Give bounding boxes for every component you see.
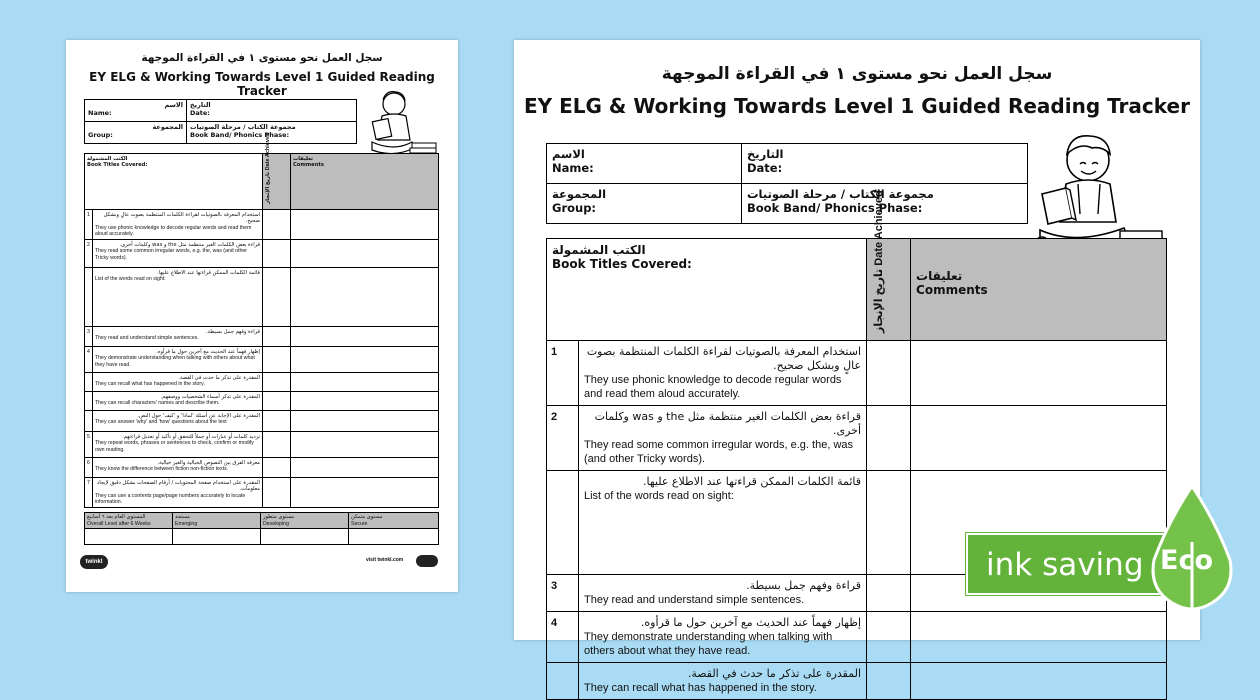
table-row: 2 قراءة بعض الكلمات الغير منتظمة مثل the و was وكلمات أخرى. They read some common irregular words, e.g. the, was (and other Tricky words). xyxy=(547,406,1167,471)
table-row: 1 استخدام المعرفة بالصوتيات لقراءة الكلمات المنتظمة بصوت عالٍ وبشكل صحيح. They use phonic knowledge to decode regular words and read them aloud accurately. xyxy=(85,210,439,240)
comments-header: تعليقات Comments xyxy=(291,154,439,210)
table-row: قائمة الكلمات الممكن قراءتها عند الاطلاع عليها. List of the words read on sight: xyxy=(85,268,439,327)
date-cell: التاريخ Date: xyxy=(742,144,1028,184)
books-table xyxy=(84,132,439,508)
books-header-cell: الكتب المشمولة Book Titles Covered: xyxy=(547,239,867,341)
table-row: 5 ترديد كلمات أو عبارات أو جملاً للتحقق أو تأكيد أو تعديل قراءتهم. They repeat words, phrases or sentences to check, confirm or modify own reading. xyxy=(85,432,439,458)
level-cell: مستجد Emerging xyxy=(173,513,261,529)
date-achieved-header: تاريخ الإنجاز Date Achieved xyxy=(867,239,911,341)
table-row: 1 استخدام المعرفة بالصوتيات لقراءة الكلمات المنتظمة بصوت عالٍ وبشكل صحيح. They use phonic knowledge to decode regular words and read them aloud accurately. xyxy=(547,341,1167,406)
books-header-cell: الكتب المشمولة Book Titles Covered: xyxy=(85,154,263,210)
table-row: 7 المقدرة على استخدام صفحة المحتويات / أرقام الصفحات بشكل دقيق لإيجاد معلومات. They can use a contents page/page numbers accurately to locate information. xyxy=(85,478,439,508)
ink-saving-label: ink saving xyxy=(986,547,1144,583)
group-cell: المجموعة Group: xyxy=(85,122,187,144)
date-cell: التاريخ Date: xyxy=(187,100,357,122)
table-row: قائمة الكلمات الممكن قراءتها عند الاطلاع عليها. List of the words read on sight: xyxy=(547,471,1167,575)
level-cell: المستوى العام بعد ٦ أسابيع Overall Level after 6 Weeks xyxy=(85,513,173,529)
table-row: المقدرة على تذكر أسماء الشخصيات ووصفهم. They can recall characters' names and describe them. xyxy=(85,392,439,411)
book-band-cell: مجموعة الكتاب / مرحلة الصوتيات Book Band/ Phonics Phase: xyxy=(742,184,1028,224)
student-info-table xyxy=(546,143,1028,224)
name-cell: الاسم Name: xyxy=(547,144,742,184)
name-cell: الاسم Name: xyxy=(85,100,187,122)
table-row: 3 قراءة وفهم جمل بسيطة. They read and understand simple sentences. xyxy=(85,327,439,347)
student-info-table xyxy=(84,99,357,144)
table-row: 3 قراءة وفهم جمل بسيطة. They read and understand simple sentences. xyxy=(547,575,1167,612)
title-english: EY ELG & Working Towards Level 1 Guided Reading Tracker xyxy=(524,94,1190,118)
footer-badge-icon xyxy=(416,555,438,567)
eco-label: Eco xyxy=(1160,545,1213,576)
table-row: 4 إظهار فهماً عند الحديث مع آخرين حول ما قرأوه. They demonstrate understanding when talking with others about what they have read. xyxy=(85,347,439,373)
title-english: EY ELG & Working Towards Level 1 Guided Reading Tracker xyxy=(89,70,435,98)
overall-level-table xyxy=(84,512,439,545)
footer-url: visit twinkl.com xyxy=(366,557,404,563)
table-row: 2 قراءة بعض الكلمات الغير منتظمة مثل the و was وكلمات أخرى. They read some common irregular words, e.g. the, was (and other Tricky words). xyxy=(85,240,439,268)
table-row: 6 معرفة الفرق بين النصوص الخيالية والغير خيالية. They know the difference between fiction non-fiction texts. xyxy=(85,458,439,478)
book-band-cell: مجموعة الكتاب / مرحلة الصوتيات Book Band/ Phonics Phase: xyxy=(187,122,357,144)
comments-header: تعليقات Comments xyxy=(911,239,1167,341)
table-row: 4 إظهار فهماً عند الحديث مع آخرين حول ما قرأوه. They demonstrate understanding when talking with others about what they have read. xyxy=(547,612,1167,663)
level-cell: مستوى متطور Developing xyxy=(261,513,349,529)
table-row: المقدرة على تذكر ما حدث في القصة. They can recall what has happened in the story. xyxy=(85,373,439,392)
title-arabic: سجل العمل نحو مستوى ١ في القراءة الموجهة xyxy=(661,64,1053,84)
table-row: المقدرة على الإجابة عن أسئلة 'لماذا' و 'كيف' حول النص. They can answer 'why' and 'how' questions about the text xyxy=(85,411,439,432)
thumbnail-page xyxy=(66,40,458,592)
date-achieved-header: تاريخ الإنجاز Date Achieved xyxy=(263,154,291,210)
group-cell: المجموعة Group: xyxy=(547,184,742,224)
reading-child-illustration xyxy=(364,88,440,162)
level-cell: مستوى متمكن Secure xyxy=(349,513,439,529)
table-row: المقدرة على تذكر ما حدث في القصة. They can recall what has happened in the story. xyxy=(547,663,1167,700)
twinkl-logo: twinkl xyxy=(80,555,108,569)
title-arabic: سجل العمل نحو مستوى ١ في القراءة الموجهة xyxy=(141,52,383,64)
